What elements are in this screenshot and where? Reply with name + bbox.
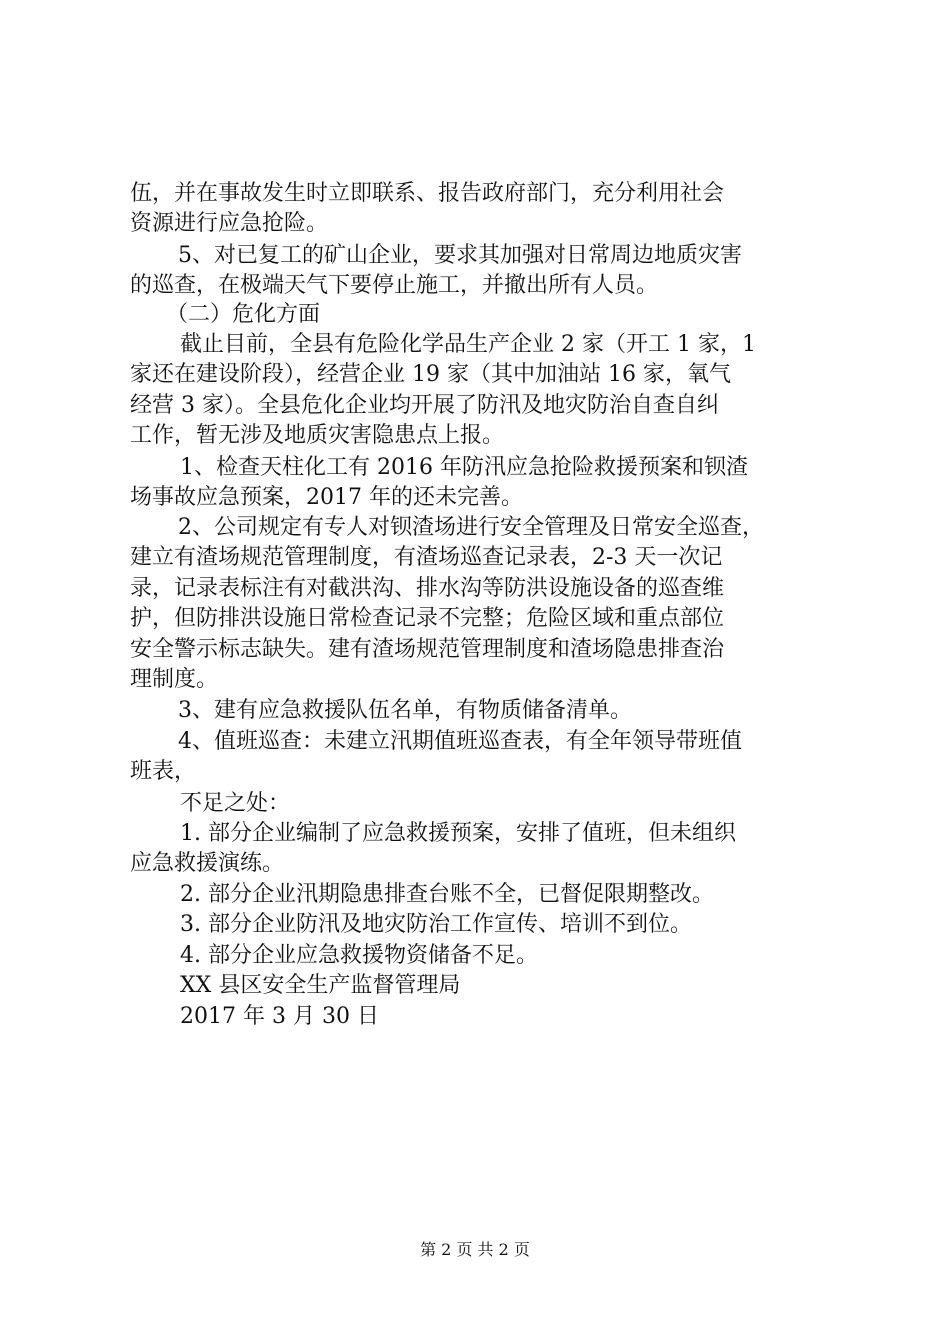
text-line: 建立有渣场规范管理制度，有渣场巡查记录表，2-3 天一次记 (130, 545, 723, 570)
text-line: 场事故应急预案，2017 年的还未完善。 (130, 485, 523, 510)
text-line: 3、建有应急救援队伍名单，有物质储备清单。 (178, 698, 632, 723)
text-line: 4、值班巡查：未建立汛期值班巡查表，有全年领导带班值 (178, 729, 742, 754)
signature-organization: XX 县区安全生产监督管理局 (180, 973, 461, 998)
section-heading: （二）危化方面 (166, 302, 321, 327)
text-line: 班表， (130, 759, 197, 784)
text-line: 截止目前，全县有危险化学品生产企业 2 家（开工 1 家，1 (180, 332, 756, 357)
text-line: 5、对已复工的矿山企业，要求其加强对日常周边地质灾害 (178, 243, 742, 268)
text-line: 工作，暂无涉及地质灾害隐患点上报。 (130, 423, 505, 448)
text-line: 理制度。 (130, 667, 219, 692)
text-line: 的巡查，在极端天气下要停止施工，并撤出所有人员。 (130, 273, 659, 298)
text-line: 不足之处： (180, 791, 291, 816)
text-line: 应急救援演练。 (130, 851, 285, 876)
text-line: 护，但防排洪设施日常检查记录不完整；危险区域和重点部位 (130, 606, 725, 631)
page-number-footer: 第 2 页 共 2 页 (420, 1240, 530, 1259)
text-line: 录，记录表标注有对截洪沟、排水沟等防洪设施设备的巡查维 (130, 576, 725, 601)
text-line: 伍，并在事故发生时立即联系、报告政府部门，充分利用社会 (130, 181, 725, 206)
text-line: 2. 部分企业汛期隐患排查台账不全，已督促限期整改。 (180, 882, 714, 907)
text-line: 经营 3 家）。全县危化企业均开展了防汛及地灾防治自查自纠 (130, 393, 719, 418)
text-line: 1. 部分企业编制了应急救援预案，安排了值班，但未组织 (180, 821, 736, 846)
text-line: 4. 部分企业应急救援物资储备不足。 (180, 943, 538, 968)
text-line: 2、公司规定有专人对钡渣场进行安全管理及日常安全巡查， (178, 515, 764, 540)
text-line: 3. 部分企业防汛及地灾防治工作宣传、培训不到位。 (180, 912, 692, 937)
text-line: 资源进行应急抢险。 (130, 211, 329, 236)
text-line: 安全警示标志缺失。建有渣场规范管理制度和渣场隐患排查治 (130, 637, 725, 662)
text-line: 家还在建设阶段），经营企业 19 家（其中加油站 16 家，氧气 (130, 362, 731, 387)
signature-date: 2017 年 3 月 30 日 (180, 1004, 379, 1029)
text-line: 1、检查天柱化工有 2016 年防汛应急抢险救援预案和钡渣 (180, 455, 748, 480)
